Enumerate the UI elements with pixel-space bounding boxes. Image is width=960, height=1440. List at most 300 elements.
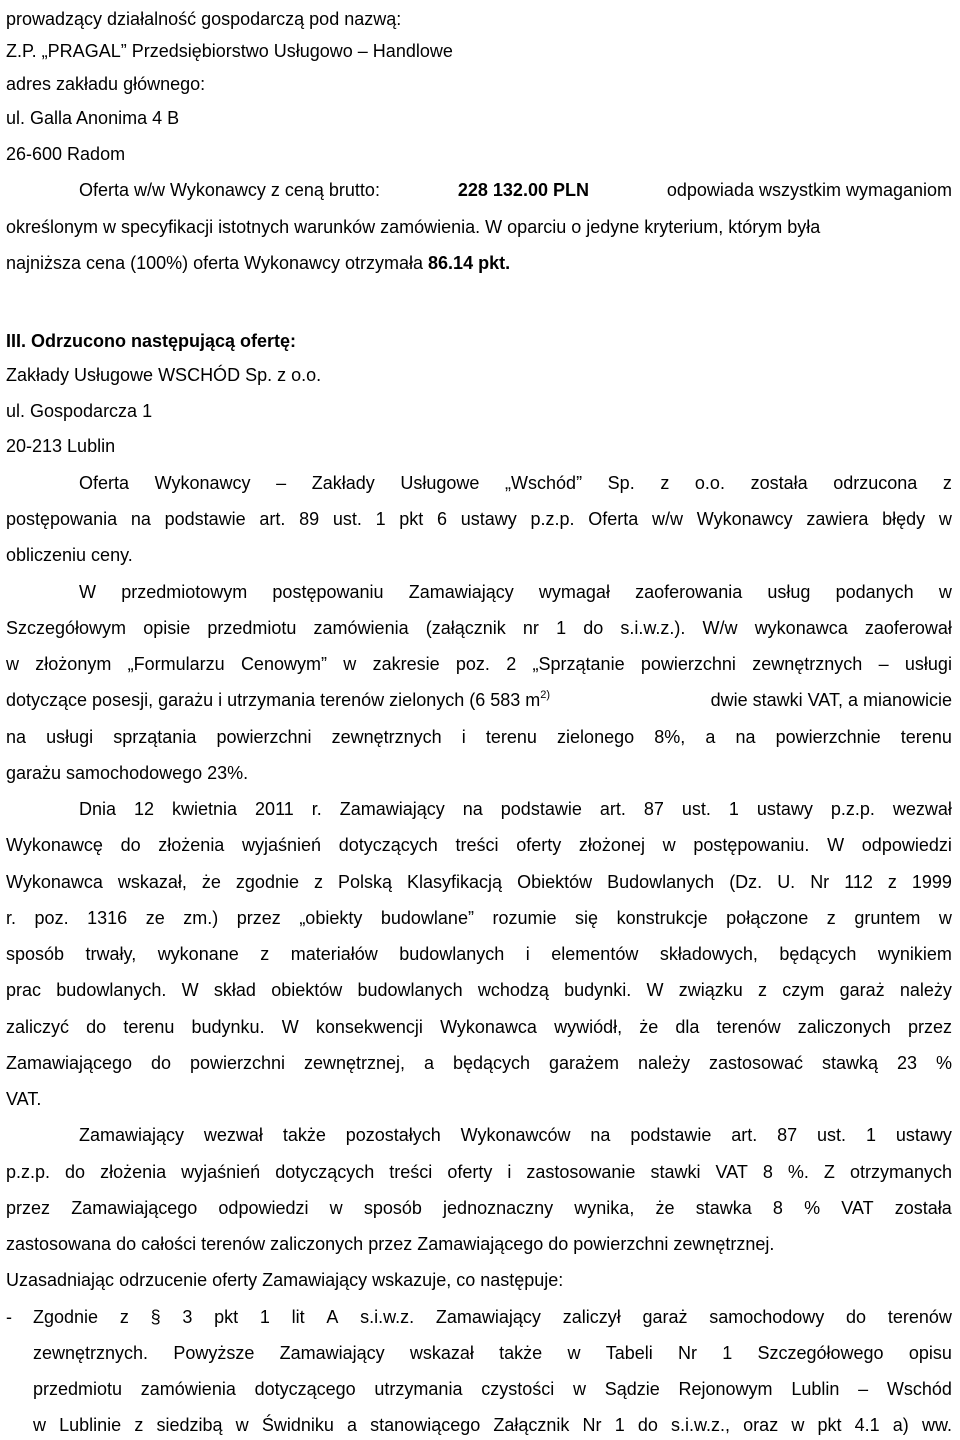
word: s.i.w.z.). <box>620 618 686 638</box>
paragraph-3-line: VAT. <box>6 1089 42 1109</box>
word: odpowiedzi <box>218 1198 309 1218</box>
word: ustawy <box>460 509 517 529</box>
paragraph-5: Uzasadniając odrzucenie oferty Zamawiający wskazuje, co następuje: <box>6 1270 564 1290</box>
word: wywiódł, <box>554 1017 623 1037</box>
word: zm.) <box>183 908 219 928</box>
word: zaliczył <box>562 1307 621 1327</box>
word: wskazał <box>409 1343 474 1363</box>
word: r. <box>6 908 17 928</box>
word: zamówienia <box>140 1379 236 1399</box>
word: czym <box>782 980 825 1000</box>
word: garaż <box>642 1307 688 1327</box>
word: błędy <box>882 509 926 529</box>
word: przez <box>907 1017 952 1037</box>
word: do <box>846 1307 867 1327</box>
word: A <box>326 1307 339 1327</box>
word: powierzchnie <box>775 727 881 747</box>
word: Wykonawcę <box>6 835 103 855</box>
paragraph-2-line <box>79 580 952 604</box>
word: w <box>791 1415 805 1435</box>
paragraph-4-line <box>79 1123 952 1147</box>
word: „obiekty <box>299 908 363 928</box>
word: Sp. <box>607 473 635 493</box>
word: r. <box>311 799 322 819</box>
word: będących <box>452 1053 531 1073</box>
word: i <box>461 727 466 747</box>
paragraph-3-line <box>6 1015 952 1039</box>
word: zastosować <box>708 1053 804 1073</box>
word: Polską <box>337 872 393 892</box>
word: opisie <box>143 618 191 638</box>
word: materiałów <box>290 944 378 964</box>
word: stawki <box>650 1162 701 1182</box>
word: § <box>150 1307 161 1327</box>
word: dotyczących <box>275 1162 375 1182</box>
word: oraz <box>743 1415 779 1435</box>
word: się <box>575 908 599 928</box>
word: Zamawiającego <box>6 1053 133 1073</box>
word: 1 <box>614 1415 625 1435</box>
word: przez <box>6 1198 51 1218</box>
word: należy <box>637 1053 691 1073</box>
word: Powyższe <box>173 1343 255 1363</box>
word: w <box>938 582 952 602</box>
word: wezwał <box>203 1125 263 1145</box>
paragraph-2-line <box>6 616 952 640</box>
word: budowlanych. <box>56 980 167 1000</box>
word: ww. <box>921 1415 952 1435</box>
word: Dnia <box>79 799 117 819</box>
word: – <box>878 654 889 674</box>
word: na <box>735 727 756 747</box>
word: Nr <box>582 1415 602 1435</box>
word: konsekwencji <box>315 1017 423 1037</box>
word: W <box>181 980 199 1000</box>
word: ze <box>145 908 165 928</box>
word: do <box>583 618 604 638</box>
paragraph-2-line <box>6 652 952 676</box>
word: zaoferowania <box>635 582 743 602</box>
word: 6 <box>437 509 448 529</box>
word: Zamawiającego <box>71 1198 198 1218</box>
word: rozumie <box>492 908 557 928</box>
word: sprzątania <box>113 727 197 747</box>
word: 1 <box>722 1343 733 1363</box>
word: Oferta <box>79 473 130 493</box>
word: w <box>33 1415 46 1435</box>
word: złożenia <box>158 835 225 855</box>
word: opisu <box>908 1343 952 1363</box>
word: Zamawiający <box>79 1125 185 1145</box>
offer-price: 228 132.00 PLN <box>457 180 589 200</box>
word: powierzchni <box>640 654 736 674</box>
word: składowych, <box>659 944 758 964</box>
paragraph-1-line <box>6 507 952 531</box>
superscript: 2) <box>540 689 551 701</box>
word: terenów <box>716 1017 781 1037</box>
word: została <box>750 473 808 493</box>
word: stawką <box>821 1053 878 1073</box>
word: i <box>525 944 530 964</box>
word: zewnętrznych. <box>33 1343 149 1363</box>
paragraph-2-line <box>6 725 952 749</box>
word: z <box>260 944 270 964</box>
word: Klasyfikacją <box>407 872 503 892</box>
paragraph-2-line-with-sup <box>6 688 952 712</box>
word: do <box>86 1017 107 1037</box>
word: terenu <box>900 727 952 747</box>
word: z <box>134 1415 144 1435</box>
word: na <box>462 799 483 819</box>
word: W <box>827 835 845 855</box>
word: Zamawiający <box>408 582 514 602</box>
word: wymagał <box>538 582 610 602</box>
word: wyjaśnień <box>181 1162 261 1182</box>
paragraph-2-line: garażu samochodowego 23%. <box>6 763 249 783</box>
word: w/w <box>652 509 684 529</box>
paragraph-1-line <box>79 471 952 495</box>
word: Wykonawcy <box>154 473 251 493</box>
word: w <box>572 1379 586 1399</box>
word: oferty <box>516 835 562 855</box>
word: w <box>567 1343 581 1363</box>
contractor-city: 20-213 Lublin <box>6 436 116 456</box>
word: Wykonawca <box>440 1017 537 1037</box>
word: Wykonawców <box>460 1125 571 1145</box>
word: 4.1 <box>854 1415 880 1435</box>
word: wchodzą <box>477 980 549 1000</box>
word: (załącznik <box>425 618 506 638</box>
word: usług <box>767 582 811 602</box>
word: art. <box>599 799 626 819</box>
word: poz. <box>34 908 69 928</box>
word: zastosowanie <box>526 1162 636 1182</box>
word: podstawie <box>500 799 582 819</box>
word: postępowania <box>6 509 118 529</box>
word: w <box>938 908 952 928</box>
word: powierzchni <box>190 1053 286 1073</box>
paragraph-2-line-4-b: dwie stawki VAT, a mianowicie <box>710 690 952 710</box>
list-line <box>33 1341 952 1365</box>
word: w <box>662 835 676 855</box>
word: należy <box>899 980 952 1000</box>
word: budowlanych <box>399 944 505 964</box>
word: p.z.p. <box>6 1162 51 1182</box>
word: ustawy <box>756 799 813 819</box>
word: 8 <box>762 1162 773 1182</box>
word: wynika, <box>574 1198 635 1218</box>
word: terenu <box>485 727 537 747</box>
word: Tabeli <box>605 1343 653 1363</box>
word: budynki. <box>564 980 632 1000</box>
word: Nr <box>810 872 830 892</box>
paragraph-4-line <box>6 1160 952 1184</box>
word: usługi <box>904 654 952 674</box>
word: zaliczonych <box>797 1017 891 1037</box>
word: art. <box>259 509 286 529</box>
word: dla <box>675 1017 700 1037</box>
word: ust. <box>681 799 711 819</box>
word: sposób <box>6 944 65 964</box>
word: w <box>235 1415 249 1435</box>
word: Usługowe <box>400 473 480 493</box>
word: stanowiącego <box>370 1415 481 1435</box>
word: wykonane <box>157 944 239 964</box>
word: Szczegółowym <box>6 618 127 638</box>
offer-points: 86.14 pkt. <box>428 253 511 273</box>
word: że <box>201 872 221 892</box>
word: budynku. <box>191 1017 265 1037</box>
word: złożonym <box>35 654 112 674</box>
word: przedmiotu <box>207 618 297 638</box>
paragraph-3-line <box>6 870 952 894</box>
word: 2011 <box>255 799 294 819</box>
word: także <box>499 1343 543 1363</box>
word: gruntem <box>854 908 921 928</box>
word: sposób <box>363 1198 422 1218</box>
word: zakresie <box>372 654 440 674</box>
word: pozostałych <box>345 1125 441 1145</box>
word: 8%, <box>654 727 686 747</box>
word: z <box>660 473 670 493</box>
word: W <box>79 582 96 602</box>
word: a) <box>892 1415 909 1435</box>
word: będących <box>779 944 857 964</box>
word: p.z.p. <box>530 509 575 529</box>
word: podstawie <box>630 1125 712 1145</box>
word: U. <box>777 872 796 892</box>
word: 3 <box>182 1307 193 1327</box>
word: do <box>637 1415 658 1435</box>
word: pkt <box>399 509 424 529</box>
word: zaliczyć <box>6 1017 70 1037</box>
word: „Formularzu <box>127 654 225 674</box>
word: przedmiotowym <box>121 582 248 602</box>
word: zgodnie <box>235 872 299 892</box>
word: Budowlanych <box>607 872 715 892</box>
word: Nr <box>677 1343 697 1363</box>
word: W <box>646 980 664 1000</box>
word: wykonawca <box>754 618 848 638</box>
word: wyjaśnień <box>242 835 322 855</box>
word: powierzchni <box>216 727 312 747</box>
offer-line-1-a: Oferta w/w Wykonawcy z ceną brutto: <box>79 180 380 200</box>
word: z <box>119 1307 129 1327</box>
word: zewnętrznych <box>331 727 442 747</box>
word: 23 <box>896 1053 917 1073</box>
word: została <box>894 1198 952 1218</box>
list-line <box>33 1377 952 1401</box>
word: 2 <box>506 654 517 674</box>
word: podstawie <box>164 509 246 529</box>
list-line <box>33 1413 952 1437</box>
word: – <box>276 473 287 493</box>
word: p.z.p. <box>830 799 875 819</box>
word: treści <box>389 1162 433 1182</box>
contractor-name: Zakłady Usługowe WSCHÓD Sp. z o.o. <box>6 365 322 385</box>
section-3-heading: III. Odrzucono następującą ofertę: <box>6 331 297 351</box>
word: siedzibą <box>156 1415 223 1435</box>
paragraph-3-line <box>6 833 952 857</box>
word: 1 <box>728 799 739 819</box>
word: także <box>282 1125 326 1145</box>
list-line <box>33 1305 952 1329</box>
word: Cenowym” <box>240 654 327 674</box>
word: Rejonowym <box>678 1379 773 1399</box>
word: że <box>655 1198 675 1218</box>
word: elementów <box>551 944 639 964</box>
word: do <box>120 835 141 855</box>
word: zaoferował <box>864 618 952 638</box>
header-line-3: adres zakładu głównego: <box>6 74 206 94</box>
word: wynikiem <box>877 944 952 964</box>
word: w <box>6 654 19 674</box>
word: zewnętrznej, <box>304 1053 406 1073</box>
word: 1 <box>865 1125 876 1145</box>
word: Wschód <box>886 1379 952 1399</box>
word: 1 <box>375 509 386 529</box>
word: 89 <box>299 509 320 529</box>
paragraph-4-line <box>6 1196 952 1220</box>
word: połączone <box>726 908 809 928</box>
word: przez <box>236 908 281 928</box>
word: konstrukcje <box>616 908 708 928</box>
offer-line-3 <box>6 251 952 275</box>
word: Lublin <box>791 1379 840 1399</box>
word: stawka <box>695 1198 752 1218</box>
word: usługi <box>46 727 94 747</box>
word: W/w <box>702 618 738 638</box>
offer-line-3-a: najniższa cena (100%) oferta Wykonawcy otrzymała <box>6 253 424 273</box>
word: że <box>639 1017 659 1037</box>
word: trwały, <box>85 944 137 964</box>
offer-line-1-c: odpowiada wszystkim wymaganiom <box>666 180 952 200</box>
word: ust. <box>817 1125 847 1145</box>
paragraph-3-line <box>6 906 952 930</box>
word: postępowaniu <box>272 582 384 602</box>
word: złożenia <box>100 1162 167 1182</box>
word: dotyczących <box>338 835 438 855</box>
word: Zamawiający <box>279 1343 385 1363</box>
word: na <box>130 509 151 529</box>
word: treści <box>455 835 499 855</box>
word: odpowiedzi <box>861 835 952 855</box>
word: jednoznaczny <box>443 1198 554 1218</box>
word: Załącznik <box>493 1415 570 1435</box>
word: z <box>826 908 836 928</box>
word: ustawy <box>895 1125 952 1145</box>
paragraph-3-line <box>6 1051 952 1075</box>
word: z <box>758 980 768 1000</box>
paragraph-4-line: zastosowana do całości terenów zaliczonych przez Zamawiającego do powierzchni zewnętrznej. <box>6 1234 775 1254</box>
word: „Wschód” <box>505 473 583 493</box>
word: otrzymanych <box>849 1162 952 1182</box>
word: art. <box>731 1125 758 1145</box>
word: terenu <box>123 1017 175 1037</box>
word: a <box>347 1415 358 1435</box>
word: zewnętrznych <box>752 654 863 674</box>
offer-line-2: określonym w specyfikacji istotnych warunków zamówienia. W oparciu o jedyne kryterium, którym była <box>6 217 821 237</box>
word: s.i.w.z. <box>360 1307 415 1327</box>
paragraph-2-line-4-a: dotyczące posesji, garażu i utrzymania terenów zielonych (6 583 $m^{2)}$ <box>6 689 551 710</box>
paragraph-3-line <box>6 978 952 1002</box>
word: 1316 <box>87 908 128 928</box>
word: postępowaniu. <box>693 835 810 855</box>
word: lit <box>291 1307 305 1327</box>
word: garaż <box>839 980 885 1000</box>
word: związku <box>678 980 743 1000</box>
word: Zgodnie <box>33 1307 99 1327</box>
header-line-5: 26-600 Radom <box>6 144 126 164</box>
word: Wykonawcy <box>696 509 793 529</box>
word: z <box>942 473 952 493</box>
word: terenów <box>887 1307 952 1327</box>
header-line-2: Z.P. „PRAGAL” Przedsiębiorstwo Usługowo – Handlowe <box>6 41 453 61</box>
contractor-street: ul. Gospodarcza 1 <box>6 401 153 421</box>
word: zamówienia <box>313 618 409 638</box>
word: Szczegółowego <box>757 1343 884 1363</box>
word: W <box>281 1017 299 1037</box>
word: Obiektów <box>517 872 593 892</box>
word: pkt <box>214 1307 239 1327</box>
word: Zamawiający <box>435 1307 541 1327</box>
word: z <box>887 872 897 892</box>
word: utrzymania <box>374 1379 463 1399</box>
word: do <box>65 1162 86 1182</box>
word: Zamawiający <box>339 799 445 819</box>
word: dotyczącego <box>254 1379 356 1399</box>
word: garażem <box>549 1053 620 1073</box>
word: do <box>151 1053 172 1073</box>
word: podanych <box>835 582 914 602</box>
word: Lublinie <box>59 1415 122 1435</box>
word: VAT <box>715 1162 748 1182</box>
paragraph-3-line <box>6 942 952 966</box>
word: a <box>424 1053 435 1073</box>
word: 87 <box>777 1125 798 1145</box>
word: budowlane” <box>380 908 474 928</box>
word: obiektów <box>271 980 343 1000</box>
word: 87 <box>643 799 664 819</box>
word: Zakłady <box>311 473 375 493</box>
word: w <box>343 654 357 674</box>
word: % <box>935 1053 952 1073</box>
word: 1 <box>556 618 567 638</box>
word: wezwał <box>892 799 952 819</box>
word: na <box>590 1125 611 1145</box>
word: a <box>705 727 716 747</box>
word: o.o. <box>694 473 725 493</box>
word: 12 <box>134 799 155 819</box>
word: czystości <box>481 1379 555 1399</box>
word: ust. <box>332 509 362 529</box>
offer-line-1 <box>79 178 952 202</box>
word: Wykonawca <box>6 872 103 892</box>
word: zawiera <box>806 509 869 529</box>
word: % <box>804 1198 821 1218</box>
word: (Dz. <box>729 872 763 892</box>
word: nr <box>522 618 539 638</box>
word: – <box>858 1379 869 1399</box>
word: w <box>329 1198 343 1218</box>
word: budowlanych <box>357 980 463 1000</box>
word: skład <box>213 980 256 1000</box>
paragraph-1-line: obliczeniu ceny. <box>6 545 133 565</box>
word: wskazał, <box>117 872 187 892</box>
paragraph-3-line <box>79 797 952 821</box>
word: w <box>938 509 952 529</box>
list-dash: - <box>6 1307 12 1327</box>
